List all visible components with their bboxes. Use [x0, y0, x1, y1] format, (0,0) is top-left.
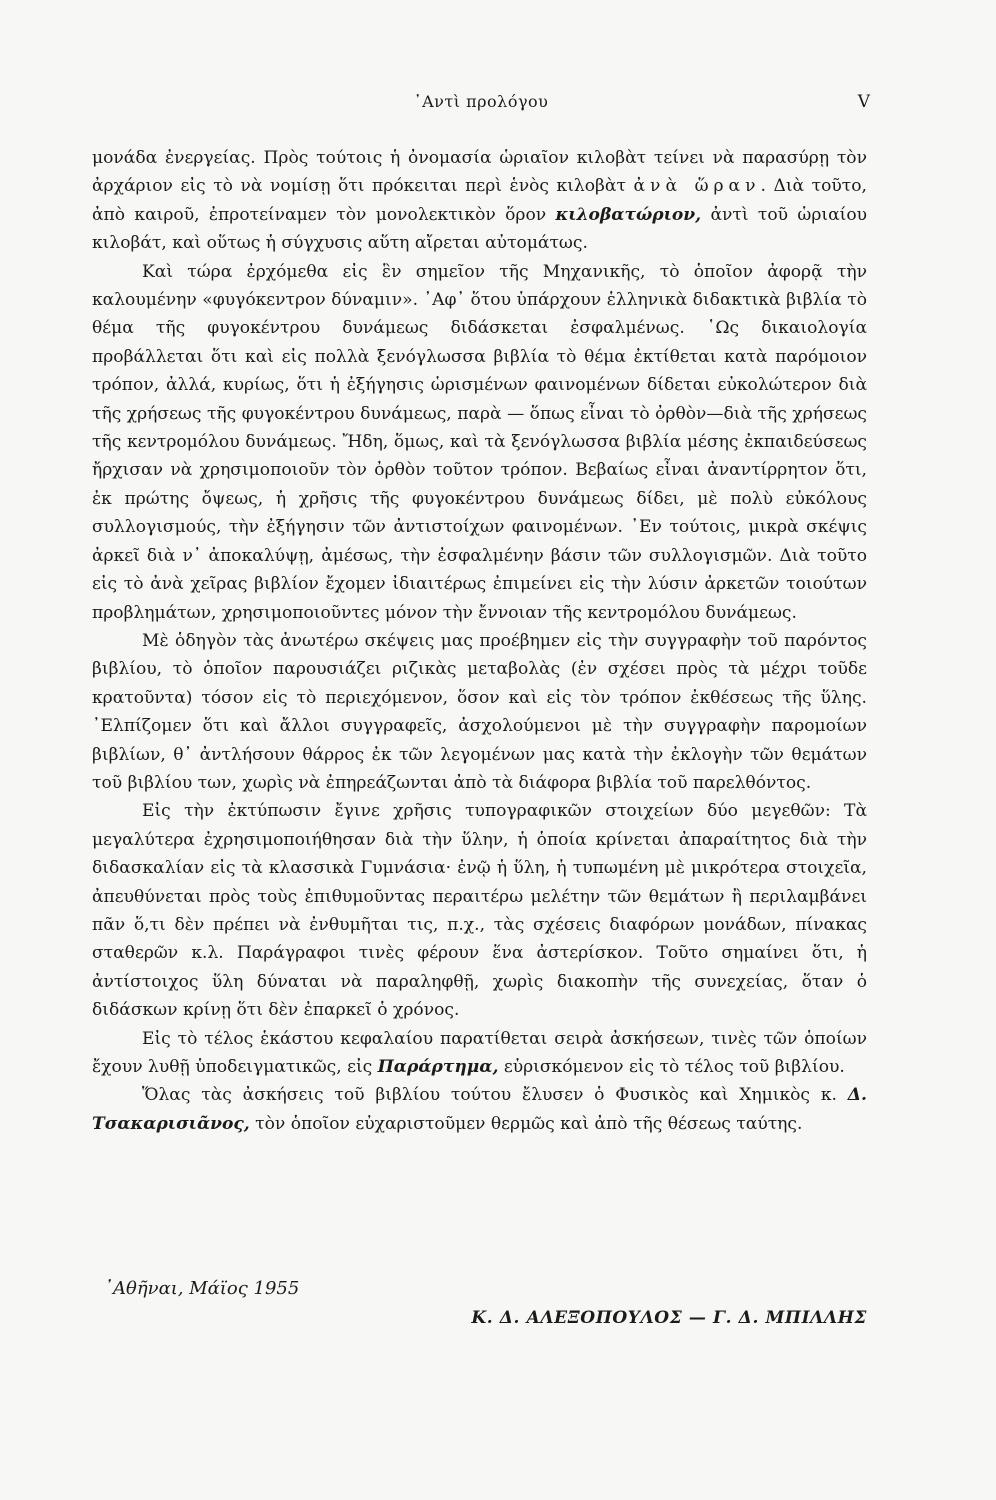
place-date: ᾿Αθῆναι, Μάϊος 1955 — [104, 1278, 300, 1299]
preface-body — [92, 144, 867, 1138]
text-segment: Εἰς τὸ τέλος ἑκάστου κεφαλαίου παρατίθεται σειρὰ ἀσκήσεων, τινὲς τῶν ὁποίων ἔχουν λυθῇ ὑποδειγματικῶς, εἰς — [92, 1028, 867, 1077]
paragraph-5 — [92, 1025, 867, 1082]
running-header — [92, 92, 870, 116]
text-segment: τὸν ὁποῖον εὐχαριστοῦμεν θερμῶς καὶ ἀπὸ τῆς θέσεως ταύτης. — [249, 1113, 803, 1134]
text-segment: . Διὰ τοῦτο, ἀπὸ καιροῦ, ἐπροτείναμεν τὸν μονολεκτικὸν ὅρον — [92, 176, 867, 225]
emphasis-name: Δ. Τσακαρισιᾶνος, — [92, 1085, 867, 1134]
emphasis-spaced: ἀνὰ ὥραν — [633, 176, 761, 197]
paragraph-3 — [92, 627, 867, 797]
page-number: V — [857, 92, 870, 112]
emphasis-term: Παράρτημα, — [377, 1057, 499, 1077]
text-segment: Καὶ τώρα ἐρχόμεθα εἰς ἓν σημεῖον τῆς Μηχανικῆς, τὸ ὁποῖον ἀφορᾷ τὴν καλουμένην «φυγόκεντρον δύναμιν». ᾿Αφ᾿ ὅτου ὑπάρχουν ἑλληνικὰ διδακτικὰ βιβλία τὸ θέμα τῆς φυγοκέντρου δυνάμεως διδάσκεται ἐσφαλμένως. ῾Ως δικαιολογία προβάλλεται ὅτι καὶ εἰς πολλὰ ξενόγλωσσα βιβλία τὸ θέμα ἐκτίθεται κατὰ παρόμοιον τρόπον, ἀλλά, κυρίως, ὅτι ἡ ἐξήγησις ὡρισμένων φαινομένων δίδεται εὐκολώτερον διὰ τῆς χρήσεως τῆς φυγοκέντρου δυνάμεως, παρὰ — ὅπως εἶναι τὸ ὀρθὸν—διὰ τῆς χρήσεως τῆς κεντρομόλου δυνάμεως. Ἤδη, ὅμως, καὶ τὰ ξενόγλωσσα βιβλία μέσης ἐκπαιδεύσεως ἤρχισαν νὰ χρησιμοποιοῦν τὸν ὀρθὸν τοῦτον τρόπον. Βεβαίως εἶναι ἀναντίρρητον ὅτι, ἐκ πρώτης ὄψεως, ἡ χρῆσις τῆς φυγοκέντρου δυνάμεως δίδει, μὲ πολὺ εὐκόλους συλλογισμούς, τὴν ἐξήγησιν τῶν ἀντιστοίχων φαινομένων. ᾿Εν τούτοις, μικρὰ σκέψις ἀρκεῖ διὰ ν᾿ ἀποκαλύψῃ, ἀμέσως, τὴν ἐσφαλμένην βάσιν τῶν συλλογισμῶν. Διὰ τοῦτο εἰς τὸ ἀνὰ χεῖρας βιβλίον ἔχομεν ἰδιαιτέρως ἐπιμείνει εἰς τὴν λύσιν ἀρκετῶν τοιούτων προβλημάτων, χρησιμοποιοῦντες μόνον τὴν ἔννοιαν τῆς κεντρομόλου δυνάμεως. — [92, 261, 867, 623]
text-segment: μονάδα ἐνεργείας. Πρὸς τούτοις ἡ ὀνομασία ὡριαῖον κιλοβὰτ τείνει νὰ παρασύρῃ τὸν ἀρχάριον εἰς τὸ νὰ νομίσῃ ὅτι πρόκειται περὶ ἑνὸς κιλοβὰτ — [92, 148, 867, 197]
text-segment: εὑρισκόμενον εἰς τὸ τέλος τοῦ βιβλίου. — [498, 1057, 845, 1077]
emphasis-term: κιλοβατώριον, — [555, 204, 702, 225]
paragraph-4 — [92, 797, 867, 1024]
paragraph-1 — [92, 144, 867, 258]
text-segment: Εἰς τὴν ἐκτύπωσιν ἔγινε χρῆσις τυπογραφικῶν στοιχείων δύο μεγεθῶν: Τὰ μεγαλύτερα ἐχρησιμοποιήθησαν διὰ τὴν ὕλην, ἡ ὁποία κρίνεται ἀπαραίτητος διὰ τὴν διδασκαλίαν εἰς τὰ κλασσικὰ Γυμνάσια· ἐνῷ ἡ ὕλη, ἡ τυπωμένη μὲ μικρότερα στοιχεῖα, ἀπευθύνεται πρὸς τοὺς ἐπιθυμοῦντας περαιτέρω μελέτην τῶν θεμάτων ἢ περιλαμβάνει πᾶν ὅ,τι δὲν πρέπει νὰ ἐνθυμῆται τις, π.χ., τὰς σχέσεις διαφόρων μονάδων, πίνακας σταθερῶν κ.λ. Παράγραφοι τινὲς φέρουν ἕνα ἀστερίσκον. Τοῦτο σημαίνει ὅτι, ἡ ἀντίστοιχος ὕλη δύναται νὰ παραληφθῇ, χωρὶς διακοπὴν τῆς συνεχείας, ὅταν ὁ διδάσκων κρίνῃ ὅτι δὲν ἐπαρκεῖ ὁ χρόνος. — [92, 801, 867, 1021]
running-title: ᾿Αντὶ προλόγου — [413, 92, 549, 111]
authors: Κ. Δ. ΑΛΕΞΟΠΟΥΛΟΣ — Γ. Δ. ΜΠΙΛΛΗΣ — [471, 1308, 867, 1328]
paragraph-2 — [92, 258, 867, 627]
text-segment: Ὅλας τὰς ἀσκήσεις τοῦ βιβλίου τούτου ἔλυσεν ὁ Φυσικὸς καὶ Χημικὸς κ. — [142, 1085, 848, 1106]
signoff — [92, 1278, 867, 1338]
text-segment: Μὲ ὁδηγὸν τὰς ἀνωτέρω σκέψεις μας προέβημεν εἰς τὴν συγγραφὴν τοῦ παρόντος βιβλίου, τὸ ὁποῖον παρουσιάζει ριζικὰς μεταβολὰς (ἐν σχέσει πρὸς τὰ μέχρι τοῦδε κρατοῦντα) τόσον εἰς τὸ περιεχόμενον, ὅσον καὶ εἰς τὸν τρόπον ἐκθέσεως τῆς ὕλης. ᾿Ελπίζομεν ὅτι καὶ ἄλλοι συγγραφεῖς, ἀσχολούμενοι μὲ τὴν συγγραφὴν παρομοίων βιβλίων, θ᾿ ἀντλήσουν θάρρος ἐκ τῶν λεγομένων μας κατὰ τὴν ἐκλογὴν τῶν θεμάτων τοῦ βιβλίου των, χωρὶς νὰ ἐπηρεάζωνται ἀπὸ τὰ διάφορα βιβλία τοῦ παρελθόντος. — [92, 630, 867, 793]
text-segment: ἀντὶ τοῦ ὡριαίου κιλοβάτ, καὶ οὕτως ἡ σύγχυσις αὕτη αἴρεται αὐτομάτως. — [92, 204, 868, 254]
paragraph-6 — [92, 1081, 867, 1138]
